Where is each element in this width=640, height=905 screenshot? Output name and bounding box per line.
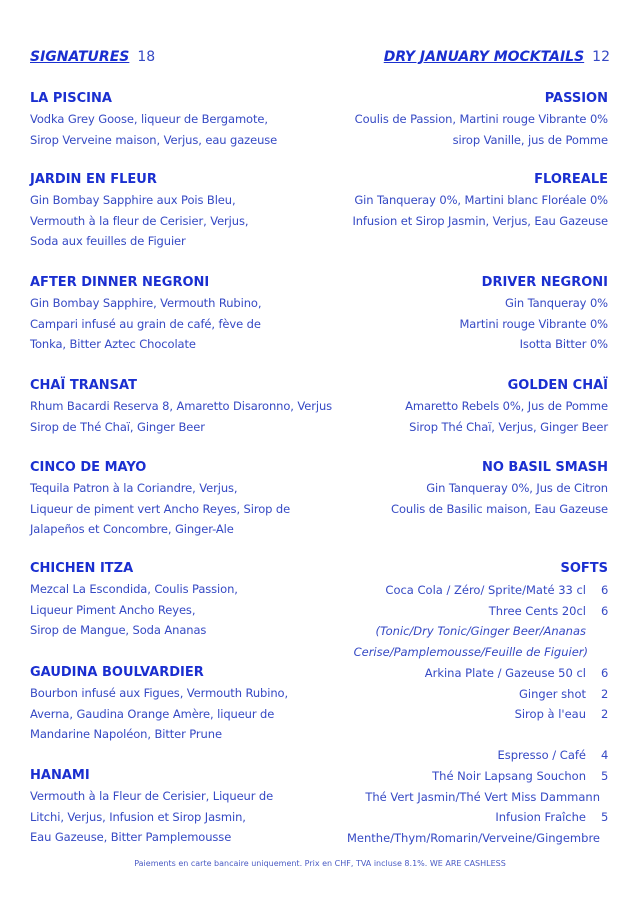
signatures-title: SIGNATURES: [30, 49, 130, 65]
soft-item-name: Ginger shot: [519, 687, 586, 701]
drink-description: Soda aux feuilles de Figuier: [30, 234, 186, 248]
soft-item-price: 4: [601, 748, 609, 762]
mocktails-header: [384, 46, 610, 65]
drink-name: LA PISCINA: [30, 91, 112, 106]
soft-item-name: Three Cents 20cl: [488, 604, 586, 618]
mocktail-name: GOLDEN CHAÏ: [507, 378, 608, 393]
mocktail-description: Gin Tanqueray 0%, Jus de Citron: [426, 481, 608, 495]
soft-item-price: 6: [601, 666, 609, 680]
soft-item-name: Thé Noir Lapsang Souchon: [432, 769, 586, 783]
soft-item-price: 5: [601, 810, 609, 824]
mocktail-description: Isotta Bitter 0%: [519, 337, 608, 351]
soft-item-price: 6: [601, 604, 609, 618]
drink-description: Campari infusé au grain de café, fève de: [30, 316, 261, 331]
drink-description: Averna, Gaudina Orange Amère, liqueur de: [30, 706, 275, 721]
mocktail-name: FLOREALE: [534, 172, 608, 187]
soft-item-name: Thé Vert Jasmin/Thé Vert Miss Dammann: [365, 790, 600, 804]
drink-description: Jalapeños et Concombre, Ginger-Ale: [30, 522, 234, 536]
drink-description: Tequila Patron à la Coriandre, Verjus,: [30, 481, 238, 495]
soft-item-price: 2: [601, 687, 609, 701]
drink-description: Gin Bombay Sapphire aux Pois Bleu,: [30, 193, 236, 207]
drink-description: Litchi, Verjus, Infusion et Sirop Jasmin,: [30, 809, 246, 824]
soft-item-price: 5: [601, 769, 609, 783]
signatures-count: 18: [137, 49, 156, 65]
mocktail-name: DRIVER NEGRONI: [481, 275, 608, 290]
mocktail-description: Gin Tanqueray 0%: [504, 296, 608, 310]
signatures-header: [30, 46, 155, 65]
drink-description: Vermouth à la Fleur de Cerisier, Liqueur de: [30, 789, 274, 803]
drink-description: Mandarine Napoléon, Bitter Prune: [30, 727, 222, 741]
mocktail-description: Coulis de Passion, Martini rouge Vibrante 0%: [354, 112, 608, 126]
drink-description: Sirop de Mangue, Soda Ananas: [30, 623, 207, 637]
soft-item-price: 2: [601, 707, 609, 721]
soft-item-name: Espresso / Café: [497, 748, 586, 762]
drink-description: Tonka, Bitter Aztec Chocolate: [30, 337, 196, 351]
soft-item-price: 6: [601, 583, 609, 597]
mocktail-description: Sirop Thé Chaï, Verjus, Ginger Beer: [409, 419, 608, 434]
soft-item-name: Cerise/Pamplemousse/Feuille de Figuier): [353, 645, 588, 659]
drink-description: Sirop de Thé Chaï, Ginger Beer: [30, 419, 205, 434]
drink-name: CINCO DE MAYO: [30, 460, 147, 475]
drink-name: HANAMI: [30, 768, 90, 783]
mocktail-description: Martini rouge Vibrante 0%: [459, 316, 608, 331]
soft-item-name: Arkina Plate / Gazeuse 50 cl: [424, 666, 586, 680]
mocktails-count: 12: [592, 49, 610, 65]
softs-title: SOFTS: [560, 561, 608, 576]
mocktail-name: PASSION: [544, 91, 608, 106]
mocktails-title: DRY JANUARY MOCKTAILS: [383, 49, 585, 65]
drink-description: Rhum Bacardi Reserva 8, Amaretto Disaronno, Verjus: [30, 399, 333, 413]
drink-description: Vermouth à la fleur de Cerisier, Verjus,: [30, 213, 249, 228]
mocktail-description: Gin Tanqueray 0%, Martini blanc Floréale 0%: [354, 193, 608, 207]
mocktail-description: Amaretto Rebels 0%, Jus de Pomme: [405, 399, 608, 413]
mocktail-description: sirop Vanille, jus de Pomme: [452, 132, 608, 147]
drink-description: Vodka Grey Goose, liqueur de Bergamote,: [30, 112, 268, 126]
drink-description: Gin Bombay Sapphire, Vermouth Rubino,: [30, 296, 262, 310]
drink-name: CHICHEN ITZA: [30, 561, 134, 576]
soft-item-name: Infusion Fraîche: [495, 810, 586, 824]
payment-footer: Paiements en carte bancaire uniquement. Prix en CHF, TVA incluse 8.1%. WE ARE CASHLESS: [134, 859, 506, 868]
soft-item-name: Menthe/Thym/Romarin/Verveine/Gingembre: [347, 831, 600, 845]
mocktail-name: NO BASIL SMASH: [481, 460, 608, 475]
drink-description: Liqueur de piment vert Ancho Reyes, Sirop de: [30, 501, 291, 516]
drink-description: Sirop Verveine maison, Verjus, eau gazeuse: [30, 132, 278, 147]
soft-item-name: (Tonic/Dry Tonic/Ginger Beer/Ananas: [375, 624, 586, 638]
drink-name: CHAÏ TRANSAT: [30, 378, 137, 393]
drink-name: AFTER DINNER NEGRONI: [30, 275, 210, 290]
drink-description: Eau Gazeuse, Bitter Pamplemousse: [30, 830, 232, 844]
soft-item-name: Sirop à l'eau: [514, 707, 586, 721]
soft-item-name: Coca Cola / Zéro/ Sprite/Maté 33 cl: [385, 583, 586, 597]
drink-name: JARDIN EN FLEUR: [30, 172, 157, 187]
drink-name: GAUDINA BOULVARDIER: [30, 665, 204, 680]
drink-description: Mezcal La Escondida, Coulis Passion,: [30, 582, 238, 596]
mocktail-description: Infusion et Sirop Jasmin, Verjus, Eau Gazeuse: [352, 213, 608, 228]
drink-description: Liqueur Piment Ancho Reyes,: [30, 602, 196, 617]
mocktail-description: Coulis de Basilic maison, Eau Gazeuse: [391, 501, 608, 516]
drink-description: Bourbon infusé aux Figues, Vermouth Rubino,: [30, 686, 288, 700]
